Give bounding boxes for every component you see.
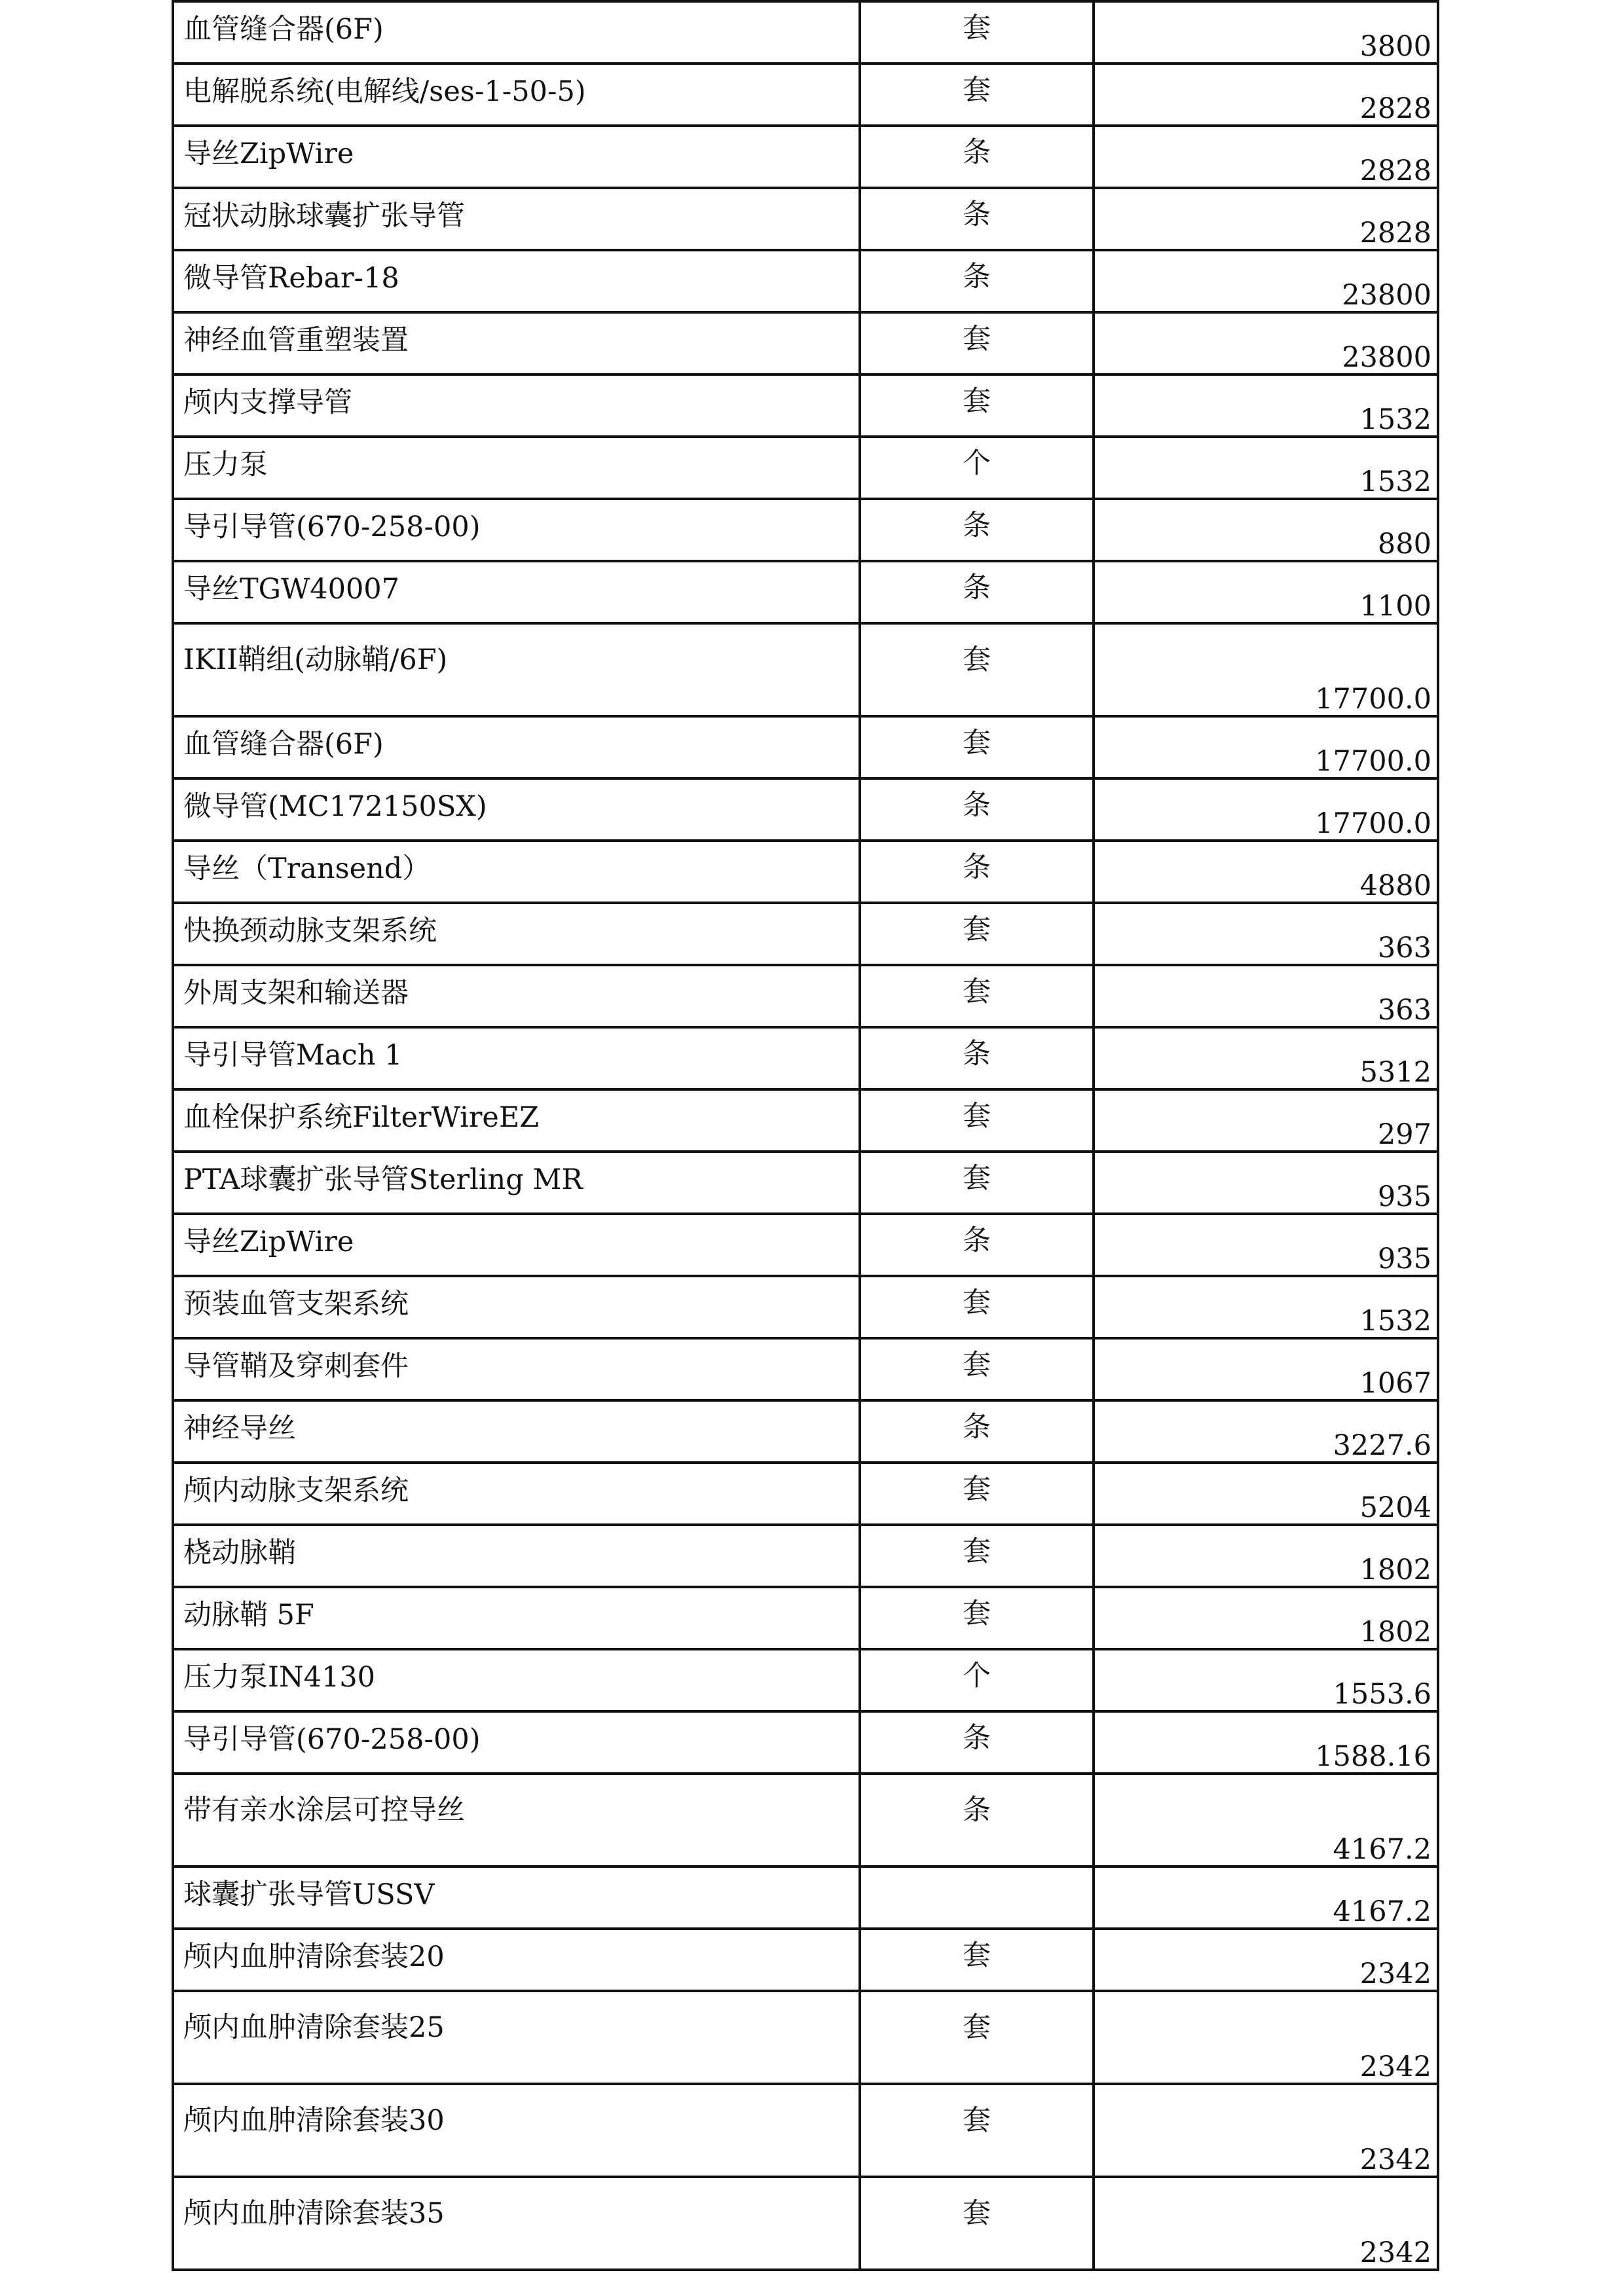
item-name-cell: PTA球囊扩张导管Sterling MR — [173, 1152, 860, 1214]
table-row — [173, 250, 1438, 312]
item-price-cell: 880 — [1094, 499, 1438, 561]
item-unit-cell: 套 — [860, 64, 1094, 126]
item-name-cell: 压力泵IN4130 — [173, 1649, 860, 1711]
item-name-cell: 颅内血肿清除套装35 — [173, 2177, 860, 2270]
item-unit-cell: 条 — [860, 1214, 1094, 1276]
table-row — [173, 374, 1438, 437]
item-price-cell: 1588.16 — [1094, 1711, 1438, 1774]
item-name-cell: 导丝TGW40007 — [173, 561, 860, 623]
item-price-cell: 17700.0 — [1094, 623, 1438, 716]
item-name-cell: 导丝ZipWire — [173, 126, 860, 188]
table-row — [173, 841, 1438, 903]
item-price-cell: 363 — [1094, 965, 1438, 1027]
table-row — [173, 778, 1438, 841]
item-name-cell: 微导管Rebar-18 — [173, 250, 860, 312]
item-unit-cell: 条 — [860, 250, 1094, 312]
item-unit-cell: 套 — [860, 1929, 1094, 1991]
item-name-cell: 血管缝合器(6F) — [173, 1, 860, 64]
item-name-cell: 球囊扩张导管USSV — [173, 1867, 860, 1929]
item-name-cell: 导丝ZipWire — [173, 1214, 860, 1276]
table-row — [173, 126, 1438, 188]
table-row — [173, 2084, 1438, 2177]
item-name-cell: 导引导管(670-258-00) — [173, 499, 860, 561]
item-unit-cell: 套 — [860, 374, 1094, 437]
item-name-cell: 电解脱系统(电解线/ses-1-50-5) — [173, 64, 860, 126]
table-row — [173, 1400, 1438, 1463]
item-name-cell: 导管鞘及穿刺套件 — [173, 1338, 860, 1400]
item-unit-cell: 条 — [860, 778, 1094, 841]
item-name-cell: 血管缝合器(6F) — [173, 716, 860, 778]
item-price-cell: 2342 — [1094, 1991, 1438, 2084]
item-name-cell: 微导管(MC172150SX) — [173, 778, 860, 841]
item-unit-cell: 套 — [860, 716, 1094, 778]
item-unit-cell: 套 — [860, 312, 1094, 374]
item-price-cell: 2342 — [1094, 2177, 1438, 2270]
item-unit-cell: 套 — [860, 1, 1094, 64]
item-unit-cell: 套 — [860, 1152, 1094, 1214]
table-row — [173, 903, 1438, 965]
item-unit-cell: 个 — [860, 437, 1094, 499]
item-unit-cell: 套 — [860, 623, 1094, 716]
table-row — [173, 188, 1438, 250]
table-row — [173, 1711, 1438, 1774]
table-row — [173, 965, 1438, 1027]
item-name-cell: IKII鞘组(动脉鞘/6F) — [173, 623, 860, 716]
item-price-cell: 2828 — [1094, 126, 1438, 188]
table-row — [173, 499, 1438, 561]
item-price-cell: 2342 — [1094, 1929, 1438, 1991]
item-unit-cell: 套 — [860, 1991, 1094, 2084]
table-row — [173, 1027, 1438, 1089]
item-name-cell: 快换颈动脉支架系统 — [173, 903, 860, 965]
item-unit-cell: 个 — [860, 1649, 1094, 1711]
item-price-cell: 4167.2 — [1094, 1774, 1438, 1867]
item-price-cell: 3800 — [1094, 1, 1438, 64]
table-row — [173, 1774, 1438, 1867]
table-row — [173, 1152, 1438, 1214]
item-name-cell: 外周支架和输送器 — [173, 965, 860, 1027]
item-price-cell: 935 — [1094, 1214, 1438, 1276]
item-unit-cell: 套 — [860, 1463, 1094, 1525]
item-unit-cell: 条 — [860, 1711, 1094, 1774]
item-name-cell: 血栓保护系统FilterWireEZ — [173, 1089, 860, 1152]
table-row — [173, 1089, 1438, 1152]
item-price-cell: 297 — [1094, 1089, 1438, 1152]
item-price-cell: 1532 — [1094, 1276, 1438, 1338]
table-row — [173, 623, 1438, 716]
item-unit-cell: 条 — [860, 126, 1094, 188]
table-row — [173, 1338, 1438, 1400]
item-unit-cell: 条 — [860, 841, 1094, 903]
item-price-cell: 1067 — [1094, 1338, 1438, 1400]
table-row — [173, 561, 1438, 623]
item-name-cell: 导丝（Transend） — [173, 841, 860, 903]
table-row — [173, 2177, 1438, 2270]
item-unit-cell: 条 — [860, 499, 1094, 561]
table-row — [173, 1525, 1438, 1587]
item-unit-cell: 套 — [860, 965, 1094, 1027]
item-price-cell: 1532 — [1094, 374, 1438, 437]
table-row — [173, 716, 1438, 778]
item-price-cell: 23800 — [1094, 250, 1438, 312]
item-name-cell: 颅内血肿清除套装30 — [173, 2084, 860, 2177]
table-row — [173, 1649, 1438, 1711]
item-name-cell: 神经血管重塑装置 — [173, 312, 860, 374]
table-row — [173, 1463, 1438, 1525]
item-price-cell: 17700.0 — [1094, 716, 1438, 778]
table-row — [173, 437, 1438, 499]
item-price-cell: 4880 — [1094, 841, 1438, 903]
item-name-cell: 冠状动脉球囊扩张导管 — [173, 188, 860, 250]
item-price-cell: 1532 — [1094, 437, 1438, 499]
item-price-cell: 1802 — [1094, 1525, 1438, 1587]
item-name-cell: 颅内支撑导管 — [173, 374, 860, 437]
item-unit-cell — [860, 1867, 1094, 1929]
table-row — [173, 312, 1438, 374]
price-table — [172, 0, 1439, 2271]
item-unit-cell: 条 — [860, 1400, 1094, 1463]
item-name-cell: 颅内血肿清除套装20 — [173, 1929, 860, 1991]
item-price-cell: 2828 — [1094, 188, 1438, 250]
item-price-cell: 17700.0 — [1094, 778, 1438, 841]
item-name-cell: 导引导管(670-258-00) — [173, 1711, 860, 1774]
item-price-cell: 23800 — [1094, 312, 1438, 374]
item-unit-cell: 套 — [860, 1089, 1094, 1152]
table-row — [173, 1929, 1438, 1991]
item-price-cell: 3227.6 — [1094, 1400, 1438, 1463]
table-row — [173, 1991, 1438, 2084]
item-unit-cell: 套 — [860, 1525, 1094, 1587]
item-name-cell: 颅内血肿清除套装25 — [173, 1991, 860, 2084]
item-unit-cell: 条 — [860, 188, 1094, 250]
item-price-cell: 935 — [1094, 1152, 1438, 1214]
item-unit-cell: 条 — [860, 1774, 1094, 1867]
item-unit-cell: 套 — [860, 903, 1094, 965]
item-unit-cell: 套 — [860, 1338, 1094, 1400]
item-unit-cell: 套 — [860, 2177, 1094, 2270]
item-price-cell: 5204 — [1094, 1463, 1438, 1525]
item-price-cell: 2828 — [1094, 64, 1438, 126]
item-unit-cell: 套 — [860, 2084, 1094, 2177]
item-unit-cell: 套 — [860, 1276, 1094, 1338]
item-name-cell: 压力泵 — [173, 437, 860, 499]
item-name-cell: 动脉鞘 5F — [173, 1587, 860, 1649]
table-row — [173, 1867, 1438, 1929]
item-price-cell: 2342 — [1094, 2084, 1438, 2177]
table-row — [173, 1587, 1438, 1649]
item-name-cell: 带有亲水涂层可控导丝 — [173, 1774, 860, 1867]
table-row — [173, 1, 1438, 64]
price-table-body — [173, 1, 1438, 2270]
item-price-cell: 5312 — [1094, 1027, 1438, 1089]
item-name-cell: 颅内动脉支架系统 — [173, 1463, 860, 1525]
table-row — [173, 64, 1438, 126]
item-price-cell: 1100 — [1094, 561, 1438, 623]
item-price-cell: 1802 — [1094, 1587, 1438, 1649]
item-name-cell: 导引导管Mach 1 — [173, 1027, 860, 1089]
item-price-cell: 1553.6 — [1094, 1649, 1438, 1711]
item-unit-cell: 条 — [860, 561, 1094, 623]
table-row — [173, 1214, 1438, 1276]
item-name-cell: 桡动脉鞘 — [173, 1525, 860, 1587]
table-row — [173, 1276, 1438, 1338]
item-price-cell: 363 — [1094, 903, 1438, 965]
item-name-cell: 预装血管支架系统 — [173, 1276, 860, 1338]
price-table-container — [172, 0, 1437, 2271]
item-name-cell: 神经导丝 — [173, 1400, 860, 1463]
item-unit-cell: 条 — [860, 1027, 1094, 1089]
item-unit-cell: 套 — [860, 1587, 1094, 1649]
item-price-cell: 4167.2 — [1094, 1867, 1438, 1929]
